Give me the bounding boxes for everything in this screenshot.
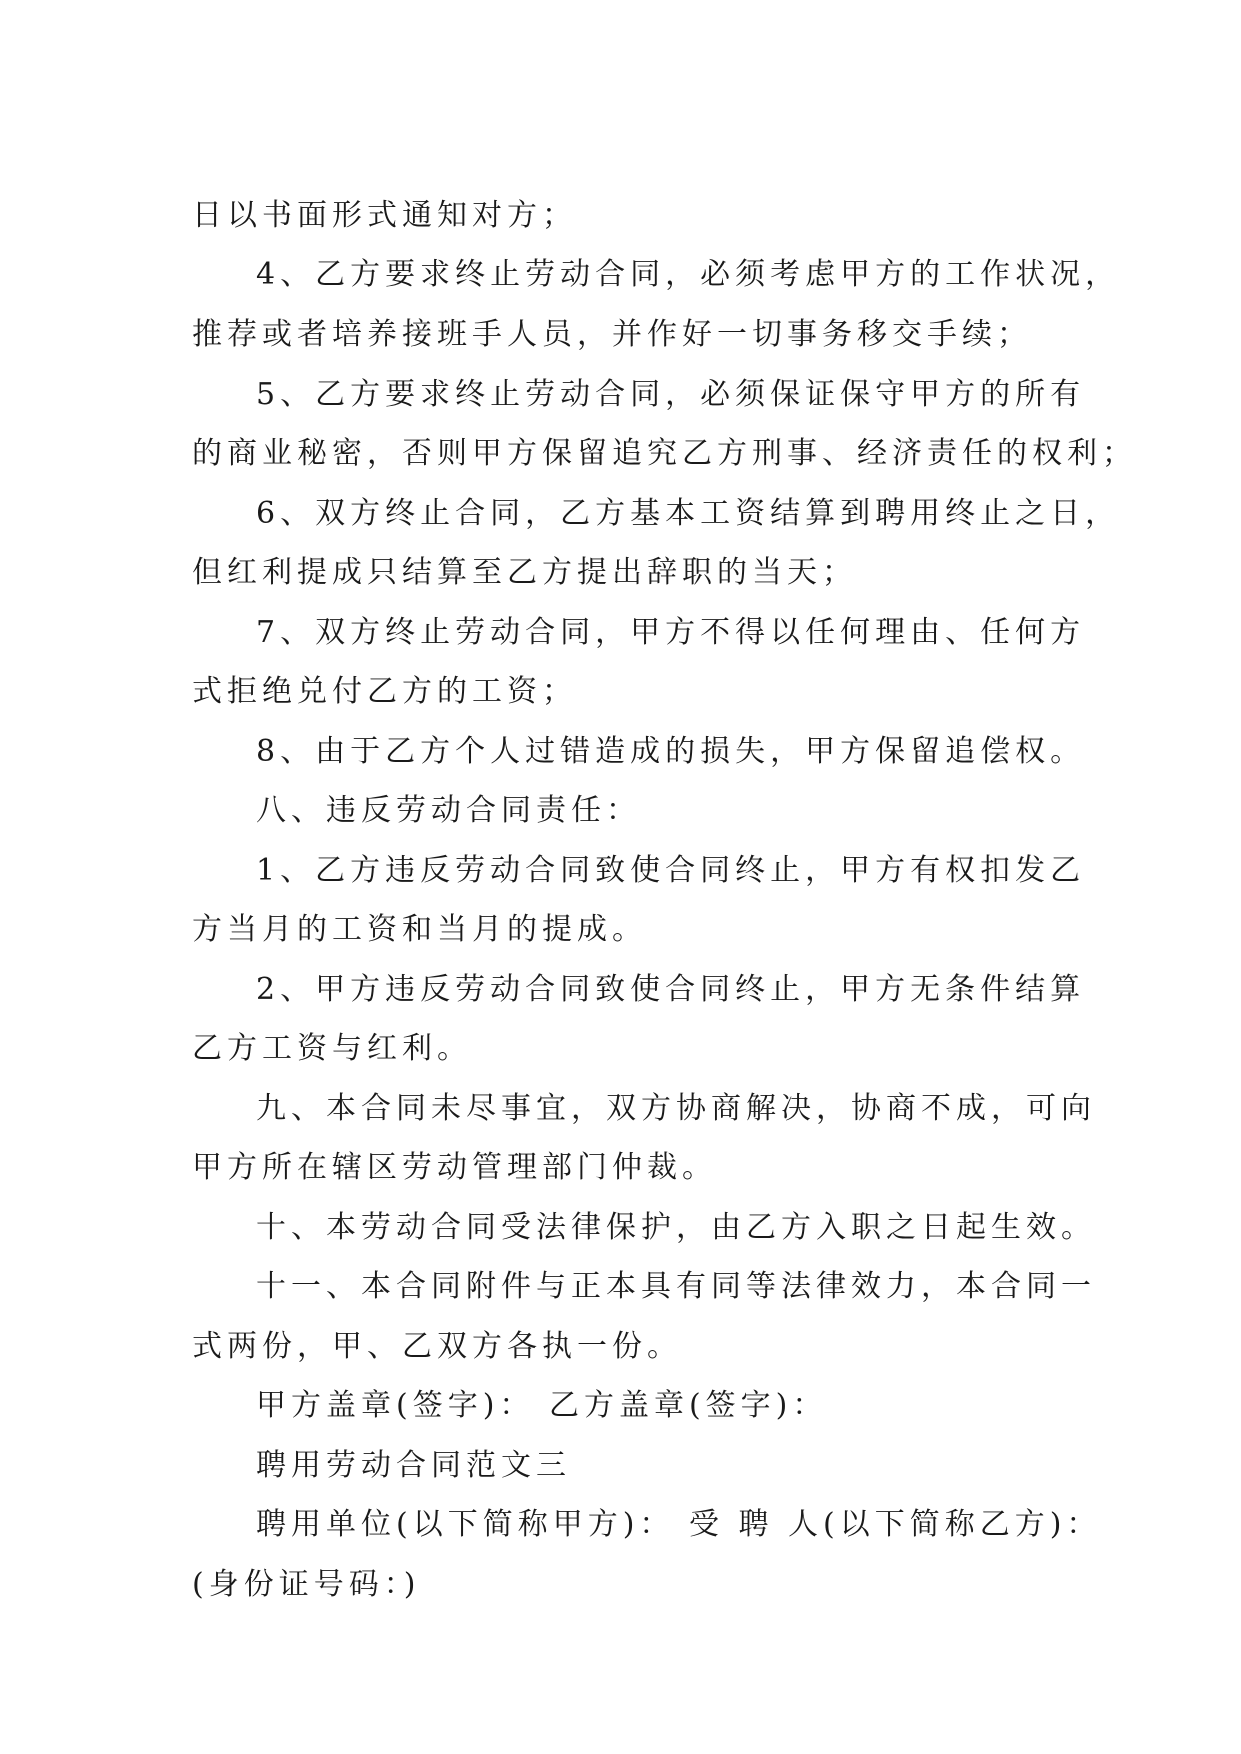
paragraph-line: 但红利提成只结算至乙方提出辞职的当天；: [192, 555, 857, 590]
section-heading: 八、违反劳动合同责任：: [256, 793, 641, 828]
signature-line: 甲方盖章(签字)： 乙方盖章(签字)：: [256, 1388, 828, 1423]
paragraph-line: 甲方所在辖区劳动管理部门仲裁。: [192, 1150, 717, 1185]
paragraph-line: 十一、本合同附件与正本具有同等法律效力，本合同一: [256, 1269, 1096, 1304]
paragraph-line: 7、双方终止劳动合同，甲方不得以任何理由、任何方: [256, 615, 1086, 650]
id-number-line: (身份证号码：): [192, 1567, 421, 1602]
paragraph-line: 日以书面形式通知对方；: [192, 198, 577, 233]
paragraph-line: 式拒绝兑付乙方的工资；: [192, 674, 577, 709]
paragraph-line: 乙方工资与红利。: [192, 1031, 472, 1066]
paragraph-line: 6、双方终止合同，乙方基本工资结算到聘用终止之日，: [256, 496, 1121, 531]
paragraph-line: 十、本劳动合同受法律保护，由乙方入职之日起生效。: [256, 1210, 1096, 1245]
paragraph-line: 4、乙方要求终止劳动合同，必须考虑甲方的工作状况，: [256, 257, 1121, 292]
template-title: 聘用劳动合同范文三: [256, 1448, 571, 1483]
party-line: 聘用单位(以下简称甲方)： 受 聘 人(以下简称乙方)：: [256, 1507, 1102, 1542]
paragraph-line: 式两份，甲、乙双方各执一份。: [192, 1329, 682, 1364]
paragraph-line: 8、由于乙方个人过错造成的损失，甲方保留追偿权。: [256, 734, 1086, 769]
paragraph-line: 推荐或者培养接班手人员，并作好一切事务移交手续；: [192, 317, 1032, 352]
paragraph-line: 九、本合同未尽事宜，双方协商解决，协商不成，可向: [256, 1091, 1096, 1126]
paragraph-line: 1、乙方违反劳动合同致使合同终止，甲方有权扣发乙: [256, 853, 1086, 888]
paragraph-line: 2、甲方违反劳动合同致使合同终止，甲方无条件结算: [256, 972, 1086, 1007]
paragraph-line: 5、乙方要求终止劳动合同，必须保证保守甲方的所有: [256, 377, 1086, 412]
paragraph-line: 方当月的工资和当月的提成。: [192, 912, 647, 947]
paragraph-line: 的商业秘密，否则甲方保留追究乙方刑事、经济责任的权利；: [192, 436, 1137, 471]
